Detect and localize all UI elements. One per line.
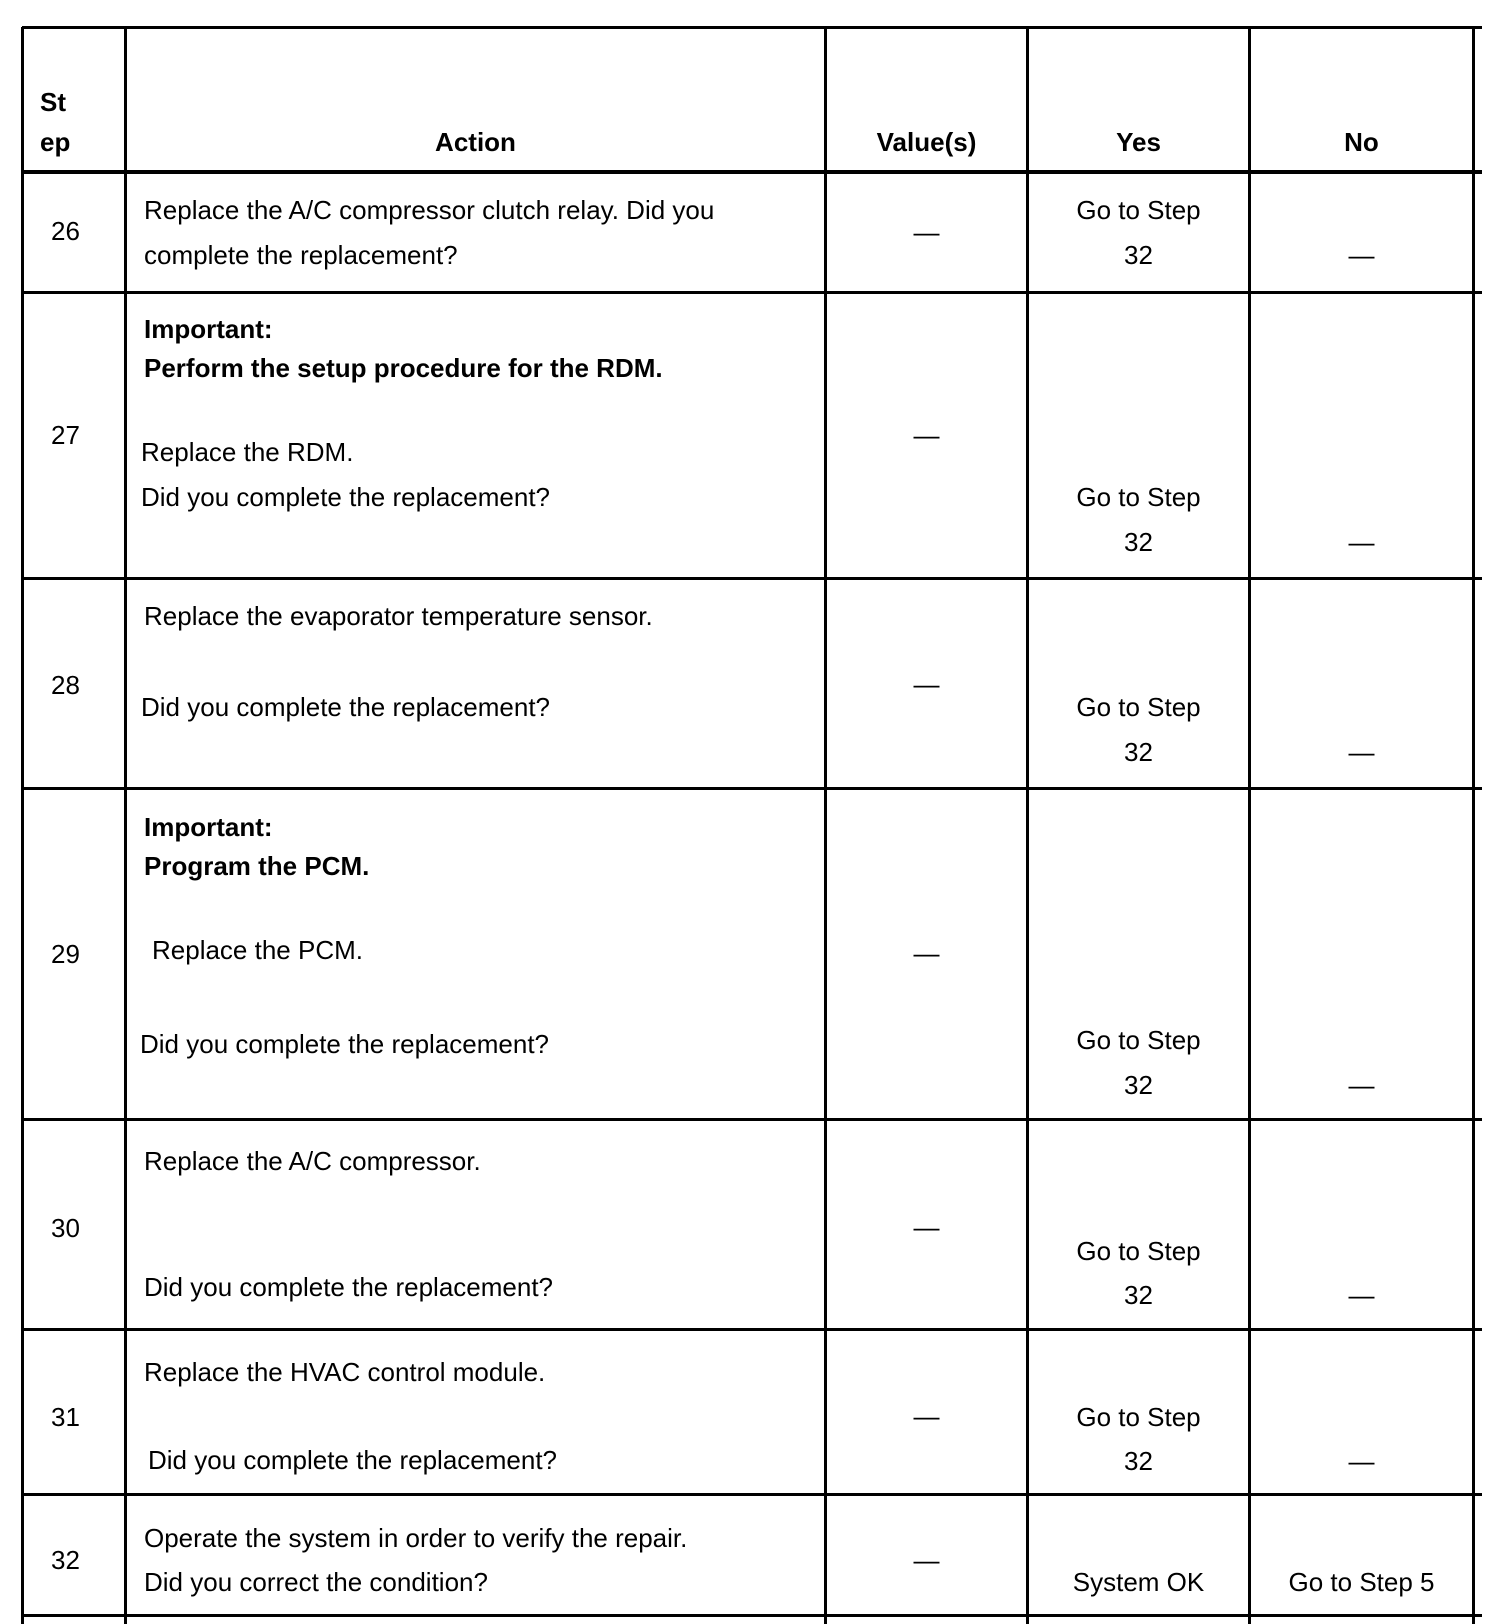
action-text: Replace the RDM. — [141, 437, 354, 467]
no-goto: Go to Step 5 — [1288, 1567, 1435, 1597]
header-action: Action — [435, 127, 516, 157]
no-dash: — — [1348, 737, 1375, 767]
step-number: 30 — [51, 1213, 80, 1243]
yes-result: System OK — [1072, 1567, 1205, 1597]
header-values: Value(s) — [876, 127, 977, 157]
row-divider — [22, 291, 1482, 294]
action-text: Replace the PCM. — [152, 935, 363, 965]
header-yes: Yes — [1116, 127, 1161, 157]
yes-goto: Go to Step — [1076, 1402, 1201, 1432]
important-label: Important: — [144, 812, 273, 842]
yes-step: 32 — [1124, 1446, 1153, 1476]
yes-goto: Go to Step — [1076, 482, 1201, 512]
header-step-line1: St — [40, 87, 66, 117]
yes-step: 32 — [1124, 737, 1153, 767]
table-border-left — [21, 27, 24, 1624]
action-text: Operate the system in order to verify the repair. — [144, 1523, 688, 1553]
action-text: Did you complete the replacement? — [141, 482, 551, 512]
column-divider — [124, 27, 127, 1624]
important-text: Perform the setup procedure for the RDM. — [144, 353, 663, 383]
no-dash: — — [1348, 1070, 1375, 1100]
table-border-top — [22, 26, 1482, 29]
yes-step: 32 — [1124, 1070, 1153, 1100]
value-dash: — — [913, 938, 940, 968]
action-text: Did you complete the replacement? — [148, 1445, 558, 1475]
step-number: 27 — [51, 420, 80, 450]
column-divider — [824, 27, 827, 1624]
row-divider — [22, 577, 1482, 580]
action-text: Replace the HVAC control module. — [144, 1357, 546, 1387]
important-text: Program the PCM. — [144, 851, 370, 881]
action-text: Did you complete the replacement? — [140, 1029, 550, 1059]
action-text: Replace the A/C compressor clutch relay. Did you — [144, 195, 715, 225]
row-divider — [22, 1493, 1482, 1496]
yes-step: 32 — [1124, 527, 1153, 557]
value-dash: — — [913, 669, 940, 699]
action-text: Did you complete the replacement? — [144, 1272, 554, 1302]
action-text: Replace the evaporator temperature sensor. — [144, 601, 653, 631]
header-divider — [22, 170, 1482, 174]
yes-goto: Go to Step — [1076, 692, 1201, 722]
table-border-bottom — [22, 1614, 1482, 1617]
action-text: Replace the A/C compressor. — [144, 1146, 481, 1176]
step-number: 29 — [51, 939, 80, 969]
action-text: complete the replacement? — [144, 240, 458, 270]
yes-step: 32 — [1124, 240, 1153, 270]
action-text: Did you complete the replacement? — [141, 692, 551, 722]
value-dash: — — [913, 420, 940, 450]
step-number: 26 — [51, 216, 80, 246]
no-dash: — — [1348, 1446, 1375, 1476]
row-divider — [22, 787, 1482, 790]
step-number: 32 — [51, 1545, 80, 1575]
yes-step: 32 — [1124, 1280, 1153, 1310]
table-border-right — [1472, 27, 1475, 1624]
step-number: 31 — [51, 1402, 80, 1432]
header-no: No — [1344, 127, 1379, 157]
no-dash: — — [1348, 527, 1375, 557]
value-dash: — — [913, 1545, 940, 1575]
action-text: Did you correct the condition? — [144, 1567, 488, 1597]
value-dash: — — [913, 217, 940, 247]
value-dash: — — [913, 1212, 940, 1242]
step-number: 28 — [51, 670, 80, 700]
value-dash: — — [913, 1401, 940, 1431]
no-dash: — — [1348, 1280, 1375, 1310]
no-dash: — — [1348, 240, 1375, 270]
important-label: Important: — [144, 314, 273, 344]
header-step-line2: ep — [40, 127, 71, 157]
yes-goto: Go to Step — [1076, 195, 1201, 225]
row-divider — [22, 1328, 1482, 1331]
yes-goto: Go to Step — [1076, 1236, 1201, 1266]
row-divider — [22, 1118, 1482, 1121]
yes-goto: Go to Step — [1076, 1025, 1201, 1055]
